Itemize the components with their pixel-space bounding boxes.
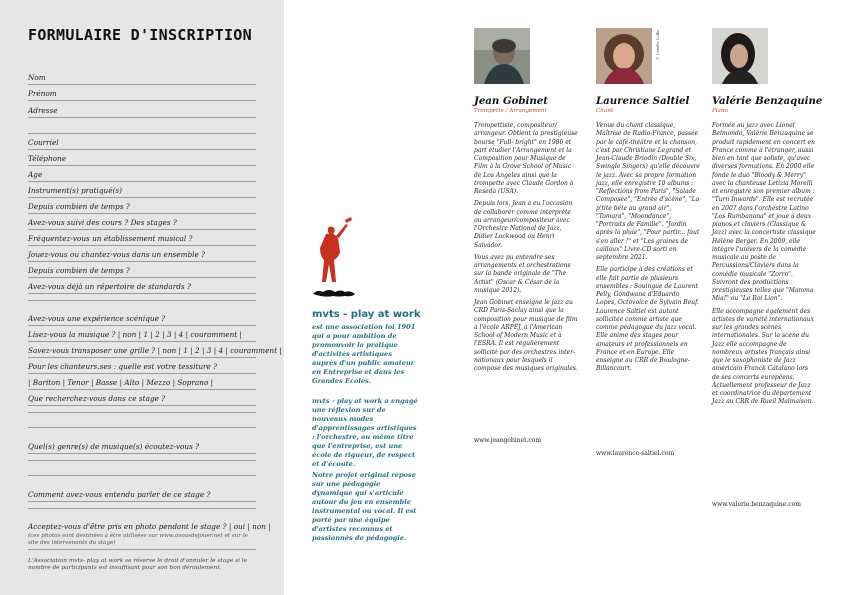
field-repertoire[interactable]: Avez-vous déjà un répertoire de standards ? bbox=[28, 282, 256, 294]
field-tessiture[interactable]: Pour les chanteurs.ses : quelle est votre tessiture ? bbox=[28, 362, 256, 374]
field-transposition[interactable]: Savez-vous transposer une grille ? | non | 1 | 2 | 3 | 4 | couramment | bbox=[28, 346, 256, 358]
bio-jean-gobinet bbox=[474, 122, 578, 377]
mvts-intro: est une association loi 1901 qui a pour ambition de promouvoir la pratique d'activités artistiques auprès d'un public amateur en Entreprise et dans les Grandes Ecoles. bbox=[312, 323, 416, 385]
field-etablissement[interactable]: Fréquentez-vous un établissement musical ? bbox=[28, 234, 256, 246]
laurence-saltiel-photo bbox=[596, 28, 652, 84]
bio-paragraph: Vous avez pu entendre ses arrangements et orchestrations sur la bande originale de "The Artist" (Oscar & César de la musique 2012). bbox=[474, 253, 571, 294]
website-link-jean-gobinet[interactable]: www.jeangobinet.com bbox=[474, 437, 542, 444]
form-answer-line-1[interactable] bbox=[28, 411, 256, 413]
website-link-laurence-saltiel[interactable]: www.laurence-saltiel.com bbox=[596, 450, 675, 457]
field-genres-musique[interactable]: Quel(s) genre(s) de musique(s) écoutez-vous ? bbox=[28, 442, 256, 454]
field-tessiture-options[interactable]: | Bariton | Tenor | Basse | Alto | Mezzo | Soprano | bbox=[28, 378, 256, 390]
artist-role-laurence-saltiel: Chant bbox=[596, 108, 614, 114]
field-nom[interactable]: Nom bbox=[28, 73, 256, 85]
artist-role-jean-gobinet: Trompette / Arrangement bbox=[474, 108, 547, 114]
field-age[interactable]: Age bbox=[28, 170, 256, 182]
field-lecture-musique[interactable]: Lisez-vous la musique ? | non | 1 | 2 | 3 | 4 | couramment | bbox=[28, 330, 256, 342]
mvts-project: Notre projet original repose sur une pédagogie dynamique qui s'articule autour du jeu en ensemble instrumental ou vocal. Il est porté par une équipe d'artistes reconnus et passionnés de pédagogie. bbox=[312, 471, 417, 542]
artist-role-valerie-benzaquine: Piano bbox=[712, 108, 728, 114]
field-adresse-line2[interactable] bbox=[28, 124, 256, 134]
artist-name-laurence-saltiel: Laurence Saltiel bbox=[596, 95, 690, 107]
form-divider-1 bbox=[28, 299, 256, 301]
mvts-reflection: mvts - play at work a engagé une réflexion sur de nouveaux modes d'apprentissages artistiques : l'orchestre, au même titre que l'entreprise, est une école de rigueur, de respect et d'écoute. bbox=[312, 397, 418, 468]
field-depuis-ensemble[interactable]: Depuis combien de temps ? bbox=[28, 266, 256, 278]
artist-name-valerie-benzaquine: Valérie Benzaquine bbox=[712, 95, 823, 107]
field-adresse[interactable]: Adresse bbox=[28, 106, 256, 118]
bio-valerie-benzaquine bbox=[712, 122, 816, 411]
form-answer-line-5[interactable] bbox=[28, 507, 256, 509]
bio-paragraph: Jean Gobinet enseigne le jazz au CRD Paris-Saclay ainsi que la composition pour musique de film à l'école ARPEJ, à l'American School of Modern Music et à l'ESRA. Il est régulièrement sollicité par des orchestres inter-nationaux pour lesquels il compose des musiques originales. bbox=[474, 299, 578, 372]
field-ensemble[interactable]: Jouez-vous ou chantez-vous dans un ensemble ? bbox=[28, 250, 256, 262]
field-cours-stages[interactable]: Avez-vous suivi des cours ? Des stages ? bbox=[28, 218, 256, 230]
trumpet-player-logo-icon bbox=[314, 216, 354, 286]
field-telephone[interactable]: Téléphone bbox=[28, 154, 256, 166]
field-attentes-stage[interactable]: Que recherchez-vous dans ce stage ? bbox=[28, 394, 256, 406]
form-answer-line-2[interactable] bbox=[28, 426, 256, 428]
field-entendu-parler[interactable]: Comment avez-vous entendu parler de ce stage ? bbox=[28, 490, 256, 502]
field-depuis-instrument[interactable]: Depuis combien de temps ? bbox=[28, 202, 256, 214]
jean-gobinet-photo bbox=[474, 28, 530, 84]
website-link-valerie-benzaquine[interactable]: www.valerie.benzaquine.com bbox=[712, 501, 801, 508]
bio-laurence-saltiel bbox=[596, 122, 700, 378]
field-experience-scenique[interactable]: Avez-vous une expérience scénique ? bbox=[28, 314, 256, 326]
field-prenom[interactable]: Prénom bbox=[28, 89, 256, 101]
field-instruments[interactable]: Instrument(s) pratiqué(s) bbox=[28, 186, 256, 198]
field-courriel[interactable]: Courriel bbox=[28, 138, 256, 150]
ink-splash-decoration-icon bbox=[312, 288, 356, 297]
valerie-benzaquine-photo bbox=[712, 28, 768, 84]
mvts-title: mvts - play at work bbox=[312, 309, 421, 320]
cancellation-disclaimer: L'Association mvts- play at work se réserve le droit d'annuler le stage si le nombre de participants est insuffisant pour son bon déroulement. bbox=[28, 558, 248, 572]
bio-paragraph: Formée au jazz avec Lionel Belmondo, Valérie Benzaquine se produit rapidement en concert en France comme à l'étranger, aussi bien en tant que soliste, qu'avec diverses formations. En 2000 elle fonde le duo "Bloody & Merry" avec la chanteuse Letizia Morelli et enregistre son premier album : "Turn Inwards". Elle est recrutée en 2007 dans l'orchestre Latino "Los Rumbanana" et joue à deux pianos et claviers (Classique & Jazz) avec la concertiste classique Hélène Berger. En 2009, elle intègre l'univers de la comédie musicale au poste de Percussions/Claviers dans la comédie musicale "Zorro". Suivront des productions prestigieuses telles que "Mamma Mia!" ou "Le Roi Lion". bbox=[712, 122, 816, 303]
photo-credit-laurence-saltiel: © Camille Collin bbox=[656, 29, 660, 60]
bio-paragraph: Depuis lors, Jean a eu l'occasion de collaborer comme interprète ou arrangeur/compositeur avec l'Orchestre National de Jazz, Didier Lockwood ou Henri Salvador. bbox=[474, 200, 573, 249]
bio-paragraph: Elle participe à des créations et elle fait partie de plusieurs ensembles : Souingue de Laurent Pelly, Gondwana d'Eduardo Lopes, Octovoice de Sylvain Beuf. Laurence Saltiel est autant sollicitée comme artiste que comme pédagogue du jazz vocal. Elle anime des stages pour amateurs et professionnels en France et en Europe. Elle enseigne au CRR de Boulogne-Billancourt. bbox=[596, 266, 700, 373]
form-answer-line-3[interactable] bbox=[28, 459, 256, 461]
field-accord-photo[interactable]: Acceptez-vous d'être pris en photo pendant le stage ? | oui | non | bbox=[28, 522, 271, 531]
form-answer-line-4[interactable] bbox=[28, 474, 256, 476]
form-title: FORMULAIRE D'INSCRIPTION bbox=[28, 26, 252, 44]
photo-usage-note: (ces photos sont destinées à être utilisées sur www.avoasdejouer.net et sur le site des intervenants du stage) bbox=[28, 533, 256, 550]
bio-paragraph: Trompettiste, compositeur/ arrangeur. Obtient la prestigieuse bourse "Full- bright" en 1986 et part étudier l'Arrangement et la Composition pour Musique de Film à la Grove School of Music de Los Angeles ainsi que la trompette avec Claude Gordon à Reseda (USA). bbox=[474, 122, 578, 195]
bio-paragraph: Elle accompagne également des artistes de variété internationaux sur les grandes scènes internationales. Sur la scène du Jazz elle accompagne de nombreux artistes français ainsi que le saxophoniste de Jazz américain Franck Catalano lors de ses concerts européens. Actuellement professeur de Jazz et coordinatrice du département Jazz au CRR de Rueil Malmaison. bbox=[712, 307, 814, 406]
registration-form-panel bbox=[0, 0, 284, 595]
bio-paragraph: Venue du chant classique, Maîtrise de Radio-France, passée par le café-théâtre et la chanson, c'est par Christiane Legrand et Jean-Claude Briodin (Double Six, Swingle Singers) qu'elle découvre le jazz. Avec sa propre formation jazz, elle enregistre 10 albums : "Reflections from Paris", "Salade Composée", "Entrée d'scène", "La p'tite bête au grand air", "Tomara", "Moondance", "Portraits de Famille". "Jardin après la pluie", "Pour partir... faut s'en aller !" et "Les graines de cailloux" Livre-CD sorti en septembre 2021. bbox=[596, 122, 700, 261]
artist-name-jean-gobinet: Jean Gobinet bbox=[474, 95, 548, 107]
